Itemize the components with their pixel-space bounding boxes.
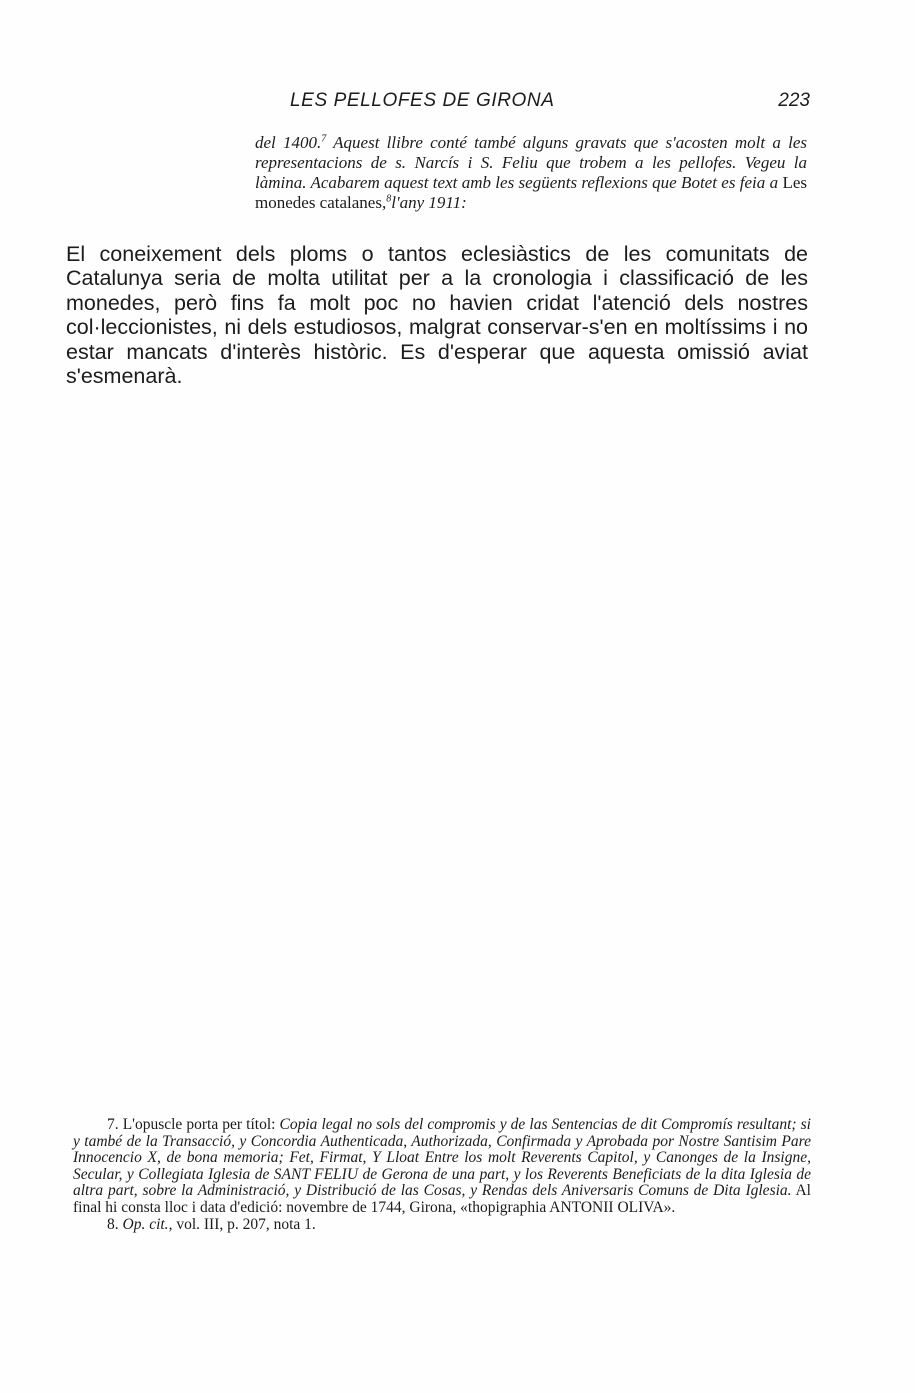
footnote-7-lead: 7. L'opuscle porta per títol: [107,1116,280,1133]
footnote-8-tail: , vol. III, p. 207, nota 1. [168,1215,316,1233]
footnote-7-title: Copia legal no sols del compromis y de las Sentencias de dit Compromís resultant; si y també de la Transacció, y Concordia Authenticada, Authorizada, Confirmada y Aprobada por Nostre Santisim Pare Innocencio X, de bona memoria; Fet, Firmat, Y Lloat Entre los molt Reverents Capitol, y Canonges de la Insigne, Secular, y Collegiata Iglesia de SANT FELIU de Gerona de una part, y los Reverents Beneficiats de la dita Iglesia de altra part, sobre la Administració, y Distribució de las Cosas, y Rendas dels Aniversaris Comuns de Dita Iglesia. [73,1116,811,1200]
page-header [250,90,810,120]
cited-work-title: Les monedes catalanes, [255,173,807,212]
footnote-ref-8[interactable]: 8 [386,193,392,205]
footnotes [73,1117,811,1233]
intro-paragraph [255,133,807,213]
footnote-7-tail: Al final hi consta lloc i data d'edició: novembre de 1744, Girona, «thopigraphia ANTONII OLIVA». [73,1182,811,1216]
footnote-ref-7[interactable]: 7 [321,133,327,145]
intro-text-1: del 1400. [255,133,322,152]
intro-text-2: Aquest llibre conté també alguns gravats que s'acosten molt a les representacions de s. Narcís i S. Feliu que trobem a les pellofes. Vegeu la làmina. Acabarem aquest text amb les següents reflexions que Botet es feia a [255,133,807,192]
page-number: 223 [778,90,810,111]
footnote-8-lead: 8. [107,1215,123,1233]
footnote-8-work: Op. cit. [122,1215,169,1233]
intro-text-3: l'any 1911: [391,193,467,212]
block-quote: El coneixement dels ploms o tantos eclesiàstics de les comunitats de Catalunya seria de molta utilitat per a la cronologia i classificació de les monedes, però fins fa molt poc no havien cridat l'atenció dels nostres col·leccionistes, ni dels estudiosos, malgrat conservar-s'en en moltíssims i no estar mancats d'interès històric. Es d'esperar que aquesta omissió aviat s'esmenarà. [66,242,808,389]
footnote-8 [73,1217,811,1234]
running-title: LES PELLOFES DE GIRONA [290,90,555,111]
footnote-7 [73,1117,811,1217]
